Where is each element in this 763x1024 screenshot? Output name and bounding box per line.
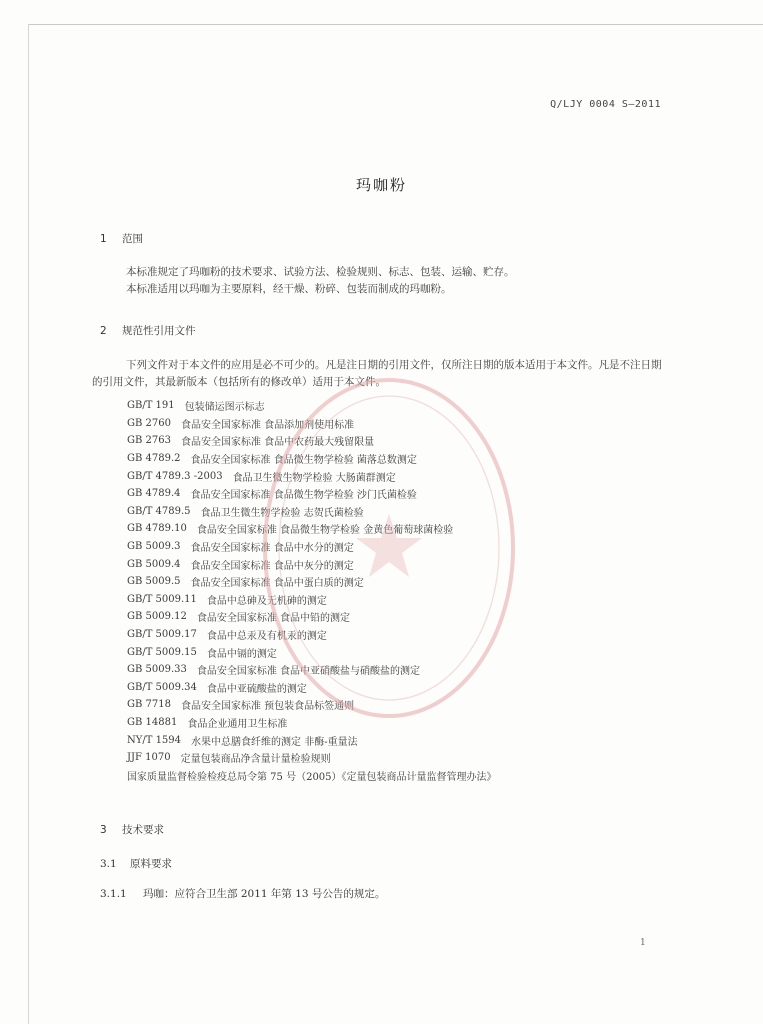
subsection-title: 原料要求 [130,858,172,870]
reference-item [127,731,497,749]
scope-paragraph: 本标准规定了玛咖粉的技术要求、试验方法、检验规则、标志、包装、运输、贮存。 [126,266,515,278]
reference-item [127,450,497,468]
section-number: 1 [100,233,107,245]
reference-item [127,573,497,591]
reference-title: 包装储运图示标志 [184,402,265,414]
reference-title: 食品安全国家标准 食品微生物学检验 金黄色葡萄球菌检验 [196,525,454,537]
reference-code: GB 4789.10 [127,523,187,535]
reference-code: GB 5009.33 [127,664,187,676]
subsection-3-1-1 [100,886,385,901]
reference-code: GB 7718 [127,699,171,711]
reference-item [127,626,497,644]
reference-code: GB 5009.4 [127,558,181,570]
reference-item [127,397,497,415]
reference-code: GB 4789.4 [127,488,181,500]
reference-title: 食品中镉的测定 [206,648,277,660]
reference-title: 食品安全国家标准 食品中灰分的测定 [190,560,354,572]
subsection-number: 3.1.1 [100,888,127,900]
scope-paragraph: 本标准适用以玛咖为主要原料，经干燥、粉碎、包装而制成的玛咖粉。 [126,283,452,295]
reference-code: GB/T 5009.34 [127,681,197,693]
reference-item [127,467,497,485]
references-intro [92,357,664,391]
subsection-text: 玛咖：应符合卫生部 2011 年第 13 号公告的规定。 [143,888,386,900]
reference-title: 食品安全国家标准 食品中亚硝酸盐与硝酸盐的测定 [196,666,421,678]
reference-title: 食品卫生微生物学检验 大肠菌群测定 [232,472,396,484]
reference-code: GB/T 4789.5 [127,505,191,517]
reference-item [127,485,497,503]
document-title: 玛咖粉 [355,176,407,194]
reference-list [127,397,497,784]
reference-code: GB/T 5009.11 [127,593,197,605]
reference-item [127,608,497,626]
section-2-heading [100,323,196,338]
section-1-heading [100,231,143,246]
reference-code: NY/T 1594 [127,734,182,746]
reference-title: 国家质量监督检验检疫总局令第 75 号（2005）《定量包装商品计量监督管理办法》 [127,771,497,783]
reference-item [127,661,497,679]
section-number: 2 [100,325,107,337]
reference-item [127,696,497,714]
reference-code: GB 4789.2 [127,453,181,465]
section-title: 范围 [122,233,143,245]
reference-item [127,538,497,556]
reference-title: 食品安全国家标准 食品中蛋白质的测定 [190,578,364,590]
reference-title: 定量包装商品净含量计量检验规则 [180,754,331,766]
reference-title: 食品安全国家标准 食品添加剂使用标准 [180,419,355,431]
reference-title: 食品企业通用卫生标准 [187,718,288,730]
reference-code: GB 5009.3 [127,541,181,553]
reference-title: 食品中总砷及无机砷的测定 [206,595,327,607]
section-title: 规范性引用文件 [122,325,196,337]
reference-code: GB 2763 [127,435,171,447]
reference-code: GB 14881 [127,716,178,728]
reference-code: GB/T 5009.15 [127,646,197,658]
scope-text [92,264,664,298]
reference-item [127,520,497,538]
reference-code: JJF 1070 [127,752,171,764]
reference-title: 食品安全国家标准 食品中水分的测定 [190,543,354,555]
section-title: 技术要求 [122,824,164,836]
section-number: 3 [100,824,107,836]
reference-code: GB 2760 [127,417,171,429]
reference-item [127,591,497,609]
subsection-number: 3.1 [100,858,117,870]
section-3-heading [100,822,164,837]
reference-item [127,415,497,433]
page-number: 1 [640,938,646,948]
reference-title: 食品安全国家标准 食品中农药最大残留限量 [180,437,375,449]
reference-code: GB 5009.5 [127,576,181,588]
subsection-3-1-heading [100,856,172,871]
reference-title: 食品安全国家标准 食品微生物学检验 沙门氏菌检验 [190,490,417,502]
reference-title: 食品安全国家标准 预包装食品标签通则 [180,701,355,713]
reference-title: 水果中总膳食纤维的测定 非酶-重量法 [191,736,358,748]
reference-item [127,679,497,697]
reference-title: 食品中总汞及有机汞的测定 [206,631,327,643]
reference-item [127,555,497,573]
scan-edge-top [28,24,763,25]
reference-code: GB/T 191 [127,400,175,412]
references-intro-text: 下列文件对于本文件的应用是必不可少的。凡是注日期的引用文件，仅所注日期的版本适用于本文件。凡是不注日期的引用文件，其最新版本（包括所有的修改单）适用于本文件。 [92,359,662,388]
document-code: Q/LJY 0004 S—2011 [550,99,661,110]
reference-item [127,503,497,521]
reference-code: GB 5009.12 [127,611,187,623]
reference-title: 食品安全国家标准 食品微生物学检验 菌落总数测定 [190,455,417,467]
reference-code: GB/T 4789.3 -2003 [127,470,223,482]
reference-item [127,749,497,767]
reference-title: 食品安全国家标准 食品中铅的测定 [196,613,351,625]
reference-item [127,766,497,784]
reference-title: 食品卫生微生物学检验 志贺氏菌检验 [200,507,364,519]
reference-code: GB/T 5009.17 [127,629,197,641]
reference-item [127,714,497,732]
reference-title: 食品中亚硫酸盐的测定 [206,683,307,695]
reference-item [127,643,497,661]
reference-item [127,432,497,450]
